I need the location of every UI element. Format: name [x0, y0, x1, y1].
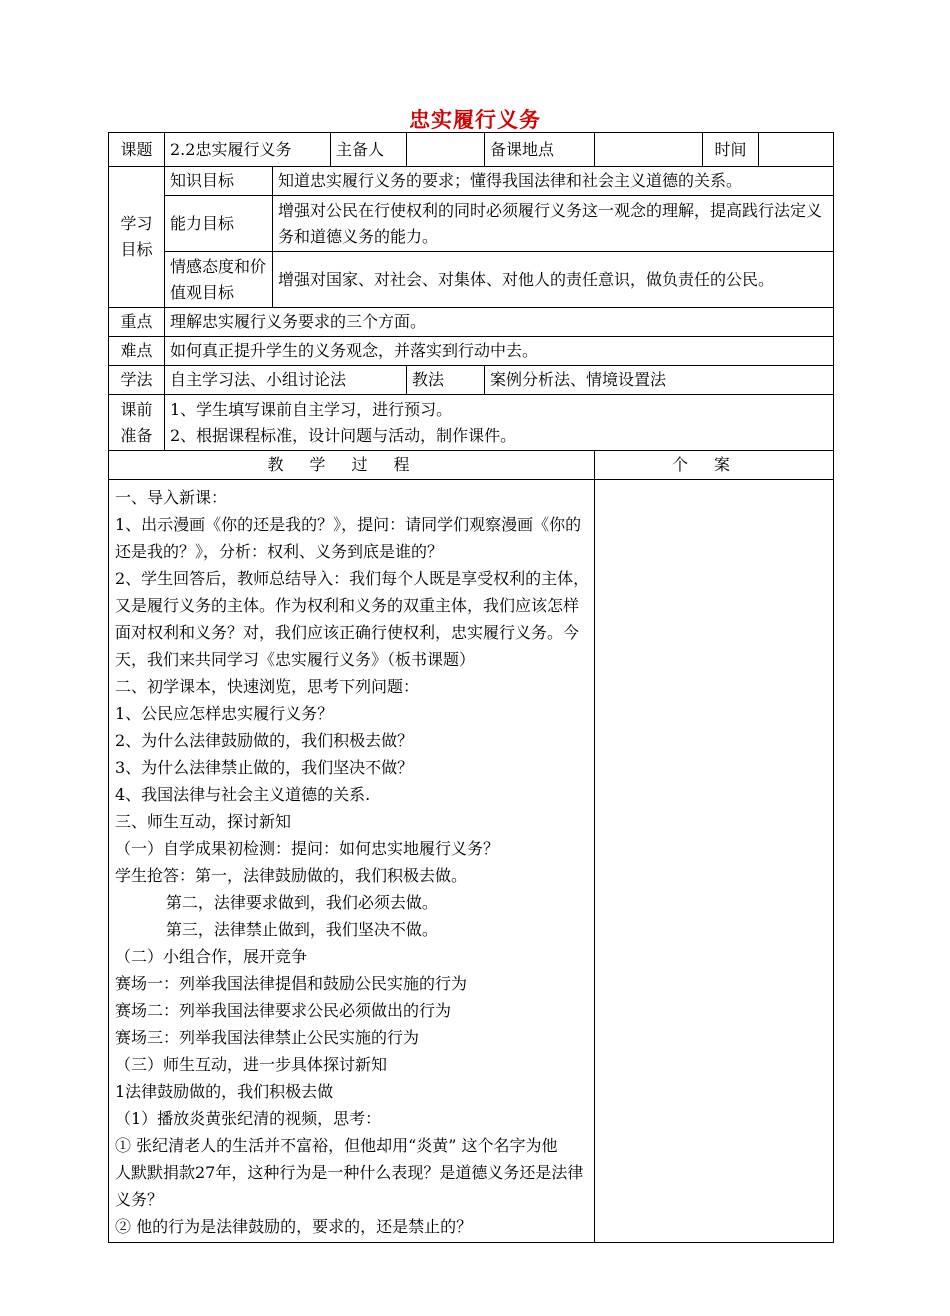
time-value — [759, 133, 834, 167]
difficulty-label: 难点 — [109, 337, 165, 366]
process-line: 天，我们来共同学习《忠实履行义务》（板书课题） — [115, 650, 476, 669]
process-line: 学生抢答：第一，法律鼓励做的，我们积极去做。 — [115, 866, 468, 885]
prep-label: 课前准备 — [109, 395, 165, 451]
process-content — [109, 480, 595, 1243]
process-line: 4、我国法律与社会主义道德的关系. — [115, 785, 371, 804]
preparer-label: 主备人 — [331, 133, 407, 167]
case-content — [595, 480, 834, 1243]
prep-lines — [165, 395, 834, 451]
process-line: 第三，法律禁止做到，我们坚决不做。 — [115, 920, 438, 939]
process-header: 教学过程 — [109, 451, 595, 480]
time-label: 时间 — [703, 133, 759, 167]
difficulty-text: 如何真正提升学生的义务观念，并落实到行动中去。 — [165, 337, 834, 366]
knowledge-text: 知道忠实履行义务的要求；懂得我国法律和社会主义道德的关系。 — [273, 167, 834, 196]
ability-text: 增强对公民在行使权利的同时必须履行义务这一观念的理解，提高践行法定义务和道德义务的能力。 — [273, 196, 834, 252]
preparer-value — [407, 133, 485, 167]
process-line: 第二，法律要求做到，我们必须去做。 — [115, 893, 438, 912]
location-label: 备课地点 — [485, 133, 595, 167]
process-line: 二、初学课本，快速浏览，思考下列问题： — [115, 677, 420, 696]
process-line: 1法律鼓励做的，我们积极去做 — [115, 1082, 334, 1101]
process-line: 赛场二：列举我国法律要求公民必须做出的行为 — [115, 1001, 452, 1020]
process-line: 3、为什么法律禁止做的，我们坚决不做？ — [115, 758, 414, 777]
process-line: （1）播放炎黄张纪清的视频，思考： — [115, 1109, 382, 1128]
process-line: ② 他的行为是法律鼓励的，要求的，还是禁止的？ — [115, 1217, 473, 1236]
location-value — [595, 133, 703, 167]
topic-value: 2.2忠实履行义务 — [165, 133, 331, 167]
process-line: 三、师生互动，探讨新知 — [115, 812, 292, 831]
key-point-text: 理解忠实履行义务要求的三个方面。 — [165, 308, 834, 337]
process-line: 1、公民应怎样忠实履行义务？ — [115, 704, 334, 723]
process-line: （一）自学成果初检测：提问：如何忠实地履行义务？ — [115, 839, 500, 858]
ability-label: 能力目标 — [165, 196, 273, 252]
process-line: 又是履行义务的主体。作为权利和义务的双重主体，我们应该怎样 — [115, 596, 580, 615]
process-line: 一、导入新课： — [115, 488, 228, 507]
study-method-label: 学法 — [109, 366, 165, 395]
teach-method-text: 案例分析法、情境设置法 — [485, 366, 834, 395]
teach-method-label: 教法 — [407, 366, 485, 395]
study-method-text: 自主学习法、小组讨论法 — [165, 366, 407, 395]
goals-label: 学习目标 — [109, 167, 165, 308]
lesson-plan-table — [108, 132, 834, 1243]
topic-label: 课题 — [109, 133, 165, 167]
page-title: 忠实履行义务 — [409, 108, 541, 132]
process-line: 赛场一：列举我国法律提倡和鼓励公民实施的行为 — [115, 974, 468, 993]
process-line: （二）小组合作，展开竞争 — [115, 947, 308, 966]
emotion-text: 增强对国家、对社会、对集体、对他人的责任意识，做负责任的公民。 — [273, 252, 834, 308]
process-line: 面对权利和义务？对，我们应该正确行使权利，忠实履行义务。今 — [115, 623, 580, 642]
process-line: 义务？ — [115, 1190, 164, 1209]
key-point-label: 重点 — [109, 308, 165, 337]
process-line: （三）师生互动，进一步具体探讨新知 — [115, 1055, 388, 1074]
process-line: 1、出示漫画《你的还是我的？》，提问：请同学们观察漫画《你的 — [115, 515, 582, 534]
knowledge-label: 知识目标 — [165, 167, 273, 196]
case-header: 个案 — [595, 451, 834, 480]
process-line: 2、为什么法律鼓励做的，我们积极去做？ — [115, 731, 414, 750]
process-line: 赛场三：列举我国法律禁止公民实施的行为 — [115, 1028, 420, 1047]
process-line: ① 张纪清老人的生活并不富裕，但他却用“炎黄” 这个名字为他 — [115, 1136, 558, 1155]
process-line: 2、学生回答后，教师总结导入：我们每个人既是享受权利的主体， — [115, 569, 590, 588]
prep-line: 2、根据课程标准，设计问题与活动，制作课件。 — [170, 425, 517, 445]
prep-line: 1、学生填写课前自主学习，进行预习。 — [170, 399, 453, 419]
emotion-label: 情感态度和价值观目标 — [165, 252, 273, 308]
process-line: 还是我的？》，分析：权利、义务到底是谁的？ — [115, 542, 444, 561]
process-line: 人默默捐款27年，这种行为是一种什么表现？是道德义务还是法律 — [115, 1163, 584, 1182]
